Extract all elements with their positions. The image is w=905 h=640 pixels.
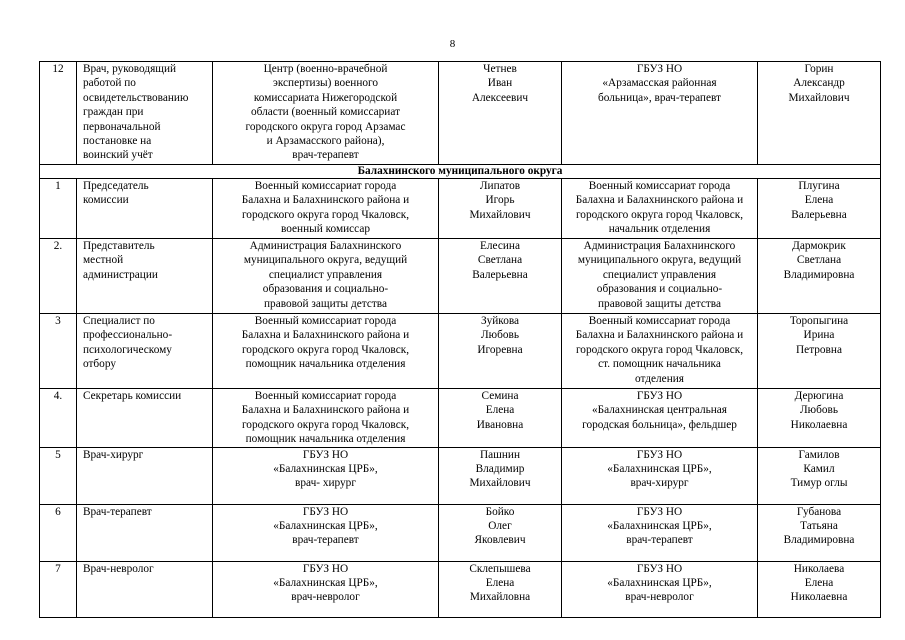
- row-number: 7: [40, 561, 77, 617]
- reserve-organization-cell-line: отделения: [635, 372, 684, 385]
- main-organization-cell-line: «Балахнинская ЦРБ»,: [273, 577, 378, 590]
- reserve-organization-cell-line: ГБУЗ НО: [636, 562, 683, 575]
- main-member-name-cell-line: Бойко: [485, 505, 515, 518]
- main-member-name-cell-line: Михайловна: [469, 591, 531, 604]
- reserve-organization-cell-line: больница», врач-терапевт: [598, 91, 721, 104]
- reserve-member-name-cell-line: Губанова: [796, 505, 842, 518]
- position-cell-line: воинский учёт: [83, 149, 153, 162]
- main-member-name-cell: [439, 389, 562, 448]
- main-organization-cell-line: правовой защиты детства: [264, 297, 387, 310]
- reserve-organization-cell-line: врач-невролог: [625, 591, 694, 604]
- main-organization-cell-line: Балахна и Балахнинского района и: [241, 194, 410, 207]
- reserve-organization-cell-line: ГБУЗ НО: [636, 63, 683, 75]
- reserve-member-name-cell-line: Николаевна: [790, 418, 848, 431]
- table-row: [40, 62, 881, 165]
- main-organization-cell-line: комиссариата Нижегородской: [253, 91, 398, 104]
- reserve-organization-cell-line: правовой защиты детства: [598, 297, 721, 310]
- table-row: [40, 389, 881, 448]
- main-organization-cell-line: образования и социально-: [262, 283, 389, 296]
- position-cell-line: профессионально-: [83, 329, 173, 342]
- reserve-member-name-cell: [758, 447, 881, 504]
- position-cell-line: Врач-хирург: [83, 448, 144, 461]
- main-organization-cell-line: Военный комиссариат города: [254, 315, 397, 327]
- reserve-member-name-cell-line: Ирина: [803, 329, 835, 342]
- main-member-name-cell: [439, 561, 562, 617]
- reserve-organization-cell-line: врач-терапевт: [626, 534, 693, 547]
- position-cell-line: Представитель: [83, 240, 155, 252]
- main-organization-cell-line: врач-терапевт: [292, 534, 359, 547]
- reserve-member-name-cell-line: Татьяна: [800, 520, 838, 533]
- position-cell-line: Председатель: [83, 180, 149, 192]
- main-organization-cell-line: и Арзамасского района),: [266, 135, 385, 148]
- main-organization-cell: [213, 504, 439, 561]
- main-member-name-cell-line: Владимир: [475, 463, 525, 476]
- reserve-organization-cell-line: Военный комиссариат города: [588, 315, 731, 327]
- reserve-member-name-cell-line: Гамилов: [798, 448, 840, 461]
- main-member-name-cell-line: Михайлович: [469, 208, 531, 221]
- reserve-member-name-cell: [758, 179, 881, 239]
- reserve-member-name-cell-line: Владимировна: [783, 268, 855, 281]
- main-member-name-cell: [439, 504, 562, 561]
- reserve-organization-cell-line: врач-хирург: [630, 477, 689, 490]
- main-organization-cell-line: ГБУЗ НО: [302, 448, 349, 461]
- main-organization-cell-line: специалист управления: [268, 268, 383, 281]
- reserve-organization-cell: [562, 447, 758, 504]
- main-member-name-cell-line: Елена: [485, 577, 515, 590]
- main-member-name-cell: [439, 239, 562, 314]
- main-member-name-cell-line: Ивановна: [476, 418, 524, 431]
- main-organization-cell-line: экспертизы) военного: [272, 77, 379, 90]
- reserve-member-name-cell-line: Камил: [803, 463, 835, 476]
- position-cell-line: психологическому: [83, 343, 172, 356]
- main-organization-cell-line: Военный комиссариат города: [254, 180, 397, 192]
- reserve-organization-cell-line: Балахна и Балахнинского района и: [575, 194, 744, 207]
- commission-table: [39, 61, 881, 618]
- main-organization-cell-line: Центр (военно-врачебной: [263, 63, 388, 75]
- row-number: 6: [40, 504, 77, 561]
- main-member-name-cell-line: Иван: [487, 77, 513, 90]
- reserve-member-name-cell-line: Елена: [804, 577, 834, 590]
- reserve-organization-cell-line: образования и социально-: [596, 283, 723, 296]
- main-organization-cell-line: городского округа город Чкаловск,: [241, 208, 410, 221]
- reserve-organization-cell-line: специалист управления: [602, 268, 717, 281]
- main-member-name-cell-line: Зуйкова: [480, 315, 520, 327]
- main-organization-cell-line: врач-терапевт: [292, 149, 359, 162]
- reserve-organization-cell: [562, 314, 758, 389]
- reserve-member-name-cell-line: Николаевна: [790, 591, 848, 604]
- position-cell-line: первоначальной: [83, 120, 161, 133]
- position-cell-line: постановке на: [83, 135, 152, 148]
- main-organization-cell-line: «Балахнинская ЦРБ»,: [273, 520, 378, 533]
- reserve-member-name-cell-line: Торопыгина: [789, 315, 849, 327]
- section-row: [40, 165, 881, 179]
- row-number: 5: [40, 447, 77, 504]
- table-row: [40, 447, 881, 504]
- main-member-name-cell-line: Алексеевич: [471, 91, 529, 104]
- main-organization-cell-line: городского округа город Чкаловск,: [241, 418, 410, 431]
- reserve-member-name-cell-line: Любовь: [800, 404, 838, 417]
- position-cell-line: освидетельствованию: [83, 91, 189, 104]
- reserve-member-name-cell-line: Горин: [804, 63, 834, 75]
- main-organization-cell-line: врач-невролог: [291, 591, 360, 604]
- main-member-name-cell-line: Елена: [485, 404, 515, 417]
- main-organization-cell-line: городского округа город Чкаловск,: [241, 343, 410, 356]
- reserve-organization-cell-line: «Балахнинская ЦРБ»,: [607, 520, 712, 533]
- main-member-name-cell-line: Семина: [481, 390, 519, 402]
- page-number: 8: [449, 38, 456, 50]
- main-member-name-cell-line: Склепышева: [469, 562, 531, 575]
- reserve-organization-cell-line: ст. помощник начальника: [598, 358, 721, 371]
- main-member-name-cell-line: Светлана: [477, 254, 523, 267]
- row-number: 4.: [40, 389, 77, 448]
- position-cell-line: Секретарь комиссии: [83, 390, 182, 402]
- position-cell: [77, 447, 213, 504]
- reserve-member-name-cell-line: Петровна: [796, 343, 842, 356]
- main-organization-cell-line: помощник начальника отделения: [245, 433, 406, 446]
- position-cell: [77, 314, 213, 389]
- reserve-member-name-cell-line: Валерьевна: [791, 208, 847, 221]
- main-organization-cell-line: Балахна и Балахнинского района и: [241, 404, 410, 417]
- row-number: 2.: [40, 239, 77, 314]
- position-cell: [77, 561, 213, 617]
- reserve-member-name-cell: [758, 314, 881, 389]
- main-member-name-cell-line: Четнев: [483, 63, 517, 75]
- main-organization-cell-line: муниципального округа, ведущий: [243, 254, 408, 267]
- position-cell: [77, 62, 213, 165]
- reserve-member-name-cell: [758, 239, 881, 314]
- table-row: [40, 179, 881, 239]
- main-organization-cell-line: Администрация Балахнинского: [249, 240, 402, 252]
- main-organization-cell: [213, 314, 439, 389]
- reserve-organization-cell: [562, 561, 758, 617]
- position-cell-line: граждан при: [83, 106, 144, 119]
- position-cell-line: Специалист по: [83, 315, 155, 327]
- position-cell-line: комиссии: [83, 194, 129, 207]
- reserve-member-name-cell: [758, 561, 881, 617]
- position-cell-line: отбору: [83, 358, 116, 371]
- reserve-organization-cell: [562, 239, 758, 314]
- table-row: [40, 504, 881, 561]
- row-number: 12: [40, 62, 77, 165]
- main-member-name-cell: [439, 179, 562, 239]
- main-organization-cell-line: помощник начальника отделения: [245, 358, 406, 371]
- reserve-member-name-cell-line: Владимировна: [783, 534, 855, 547]
- main-member-name-cell-line: Пашнин: [479, 448, 520, 461]
- reserve-organization-cell-line: муниципального округа, ведущий: [577, 254, 742, 267]
- position-cell-line: Врач, руководящий: [83, 63, 177, 75]
- position-cell-line: администрации: [83, 268, 158, 281]
- reserve-member-name-cell-line: Светлана: [796, 254, 842, 267]
- main-organization-cell: [213, 561, 439, 617]
- reserve-member-name-cell-line: Николаева: [793, 562, 845, 575]
- main-organization-cell: [213, 447, 439, 504]
- reserve-organization-cell-line: начальник отделения: [608, 223, 711, 236]
- main-member-name-cell: [439, 447, 562, 504]
- main-member-name-cell-line: Яковлевич: [474, 534, 526, 547]
- reserve-member-name-cell: [758, 504, 881, 561]
- position-cell: [77, 389, 213, 448]
- main-member-name-cell-line: Олег: [488, 520, 512, 533]
- position-cell: [77, 239, 213, 314]
- main-organization-cell-line: военный комиссар: [281, 223, 370, 236]
- position-cell-line: местной: [83, 254, 124, 267]
- reserve-member-name-cell-line: Дерюгина: [794, 390, 844, 402]
- reserve-member-name-cell: [758, 389, 881, 448]
- main-member-name-cell-line: Валерьевна: [472, 268, 528, 281]
- position-cell-line: работой по: [83, 77, 136, 90]
- main-member-name-cell-line: Елесина: [480, 240, 520, 252]
- main-member-name-cell-line: Любовь: [481, 329, 519, 342]
- main-organization-cell-line: городского округа город Арзамас: [245, 120, 406, 133]
- reserve-organization-cell: [562, 389, 758, 448]
- table-row: [40, 239, 881, 314]
- reserve-member-name-cell-line: Михайлович: [788, 91, 850, 104]
- main-organization-cell-line: Военный комиссариат города: [254, 390, 397, 402]
- reserve-organization-cell: [562, 504, 758, 561]
- reserve-organization-cell-line: городская больница», фельдшер: [582, 418, 737, 431]
- reserve-organization-cell-line: ГБУЗ НО: [636, 390, 683, 402]
- table-row: [40, 561, 881, 617]
- main-organization-cell-line: Балахна и Балахнинского района и: [241, 329, 410, 342]
- reserve-organization-cell-line: «Балахнинская ЦРБ»,: [607, 577, 712, 590]
- main-organization-cell: [213, 179, 439, 239]
- reserve-organization-cell-line: Администрация Балахнинского: [583, 240, 736, 252]
- position-cell-line: Врач-терапевт: [83, 505, 152, 518]
- reserve-organization-cell-line: «Балахнинская ЦРБ»,: [607, 463, 712, 476]
- main-organization-cell-line: врач- хирург: [295, 477, 356, 490]
- reserve-organization-cell: [562, 62, 758, 165]
- row-number: 1: [40, 179, 77, 239]
- reserve-member-name-cell-line: Плугина: [798, 180, 840, 192]
- main-organization-cell: [213, 389, 439, 448]
- main-member-name-cell-line: Липатов: [479, 180, 521, 192]
- reserve-organization-cell-line: Балахна и Балахнинского района и: [575, 329, 744, 342]
- table-row: [40, 314, 881, 389]
- reserve-organization-cell-line: ГБУЗ НО: [636, 448, 683, 461]
- section-title: Балахнинского муниципального округа: [40, 165, 881, 179]
- position-cell: [77, 504, 213, 561]
- reserve-organization-cell-line: «Балахнинская центральная: [591, 404, 728, 417]
- reserve-member-name-cell-line: Тимур оглы: [790, 477, 848, 490]
- reserve-organization-cell-line: Военный комиссариат города: [588, 180, 731, 192]
- reserve-organization-cell-line: городского округа город Чкаловск,: [575, 343, 744, 356]
- main-organization-cell: [213, 239, 439, 314]
- reserve-member-name-cell: [758, 62, 881, 165]
- main-member-name-cell: [439, 62, 562, 165]
- reserve-member-name-cell-line: Елена: [804, 194, 834, 207]
- main-member-name-cell-line: Михайлович: [469, 477, 531, 490]
- main-organization-cell: [213, 62, 439, 165]
- main-organization-cell-line: области (военный комиссариат: [250, 106, 401, 119]
- main-member-name-cell-line: Игоревна: [477, 343, 523, 356]
- main-organization-cell-line: ГБУЗ НО: [302, 562, 349, 575]
- reserve-organization-cell-line: «Арзамасская районная: [602, 77, 717, 90]
- main-member-name-cell-line: Игорь: [485, 194, 515, 207]
- row-number: 3: [40, 314, 77, 389]
- reserve-organization-cell-line: городского округа город Чкаловск,: [575, 208, 744, 221]
- main-member-name-cell: [439, 314, 562, 389]
- main-organization-cell-line: ГБУЗ НО: [302, 505, 349, 518]
- position-cell-line: Врач-невролог: [83, 562, 154, 575]
- reserve-organization-cell-line: ГБУЗ НО: [636, 505, 683, 518]
- main-organization-cell-line: «Балахнинская ЦРБ»,: [273, 463, 378, 476]
- reserve-member-name-cell-line: Александр: [793, 77, 845, 90]
- reserve-organization-cell: [562, 179, 758, 239]
- position-cell: [77, 179, 213, 239]
- reserve-member-name-cell-line: Дармокрик: [792, 240, 846, 252]
